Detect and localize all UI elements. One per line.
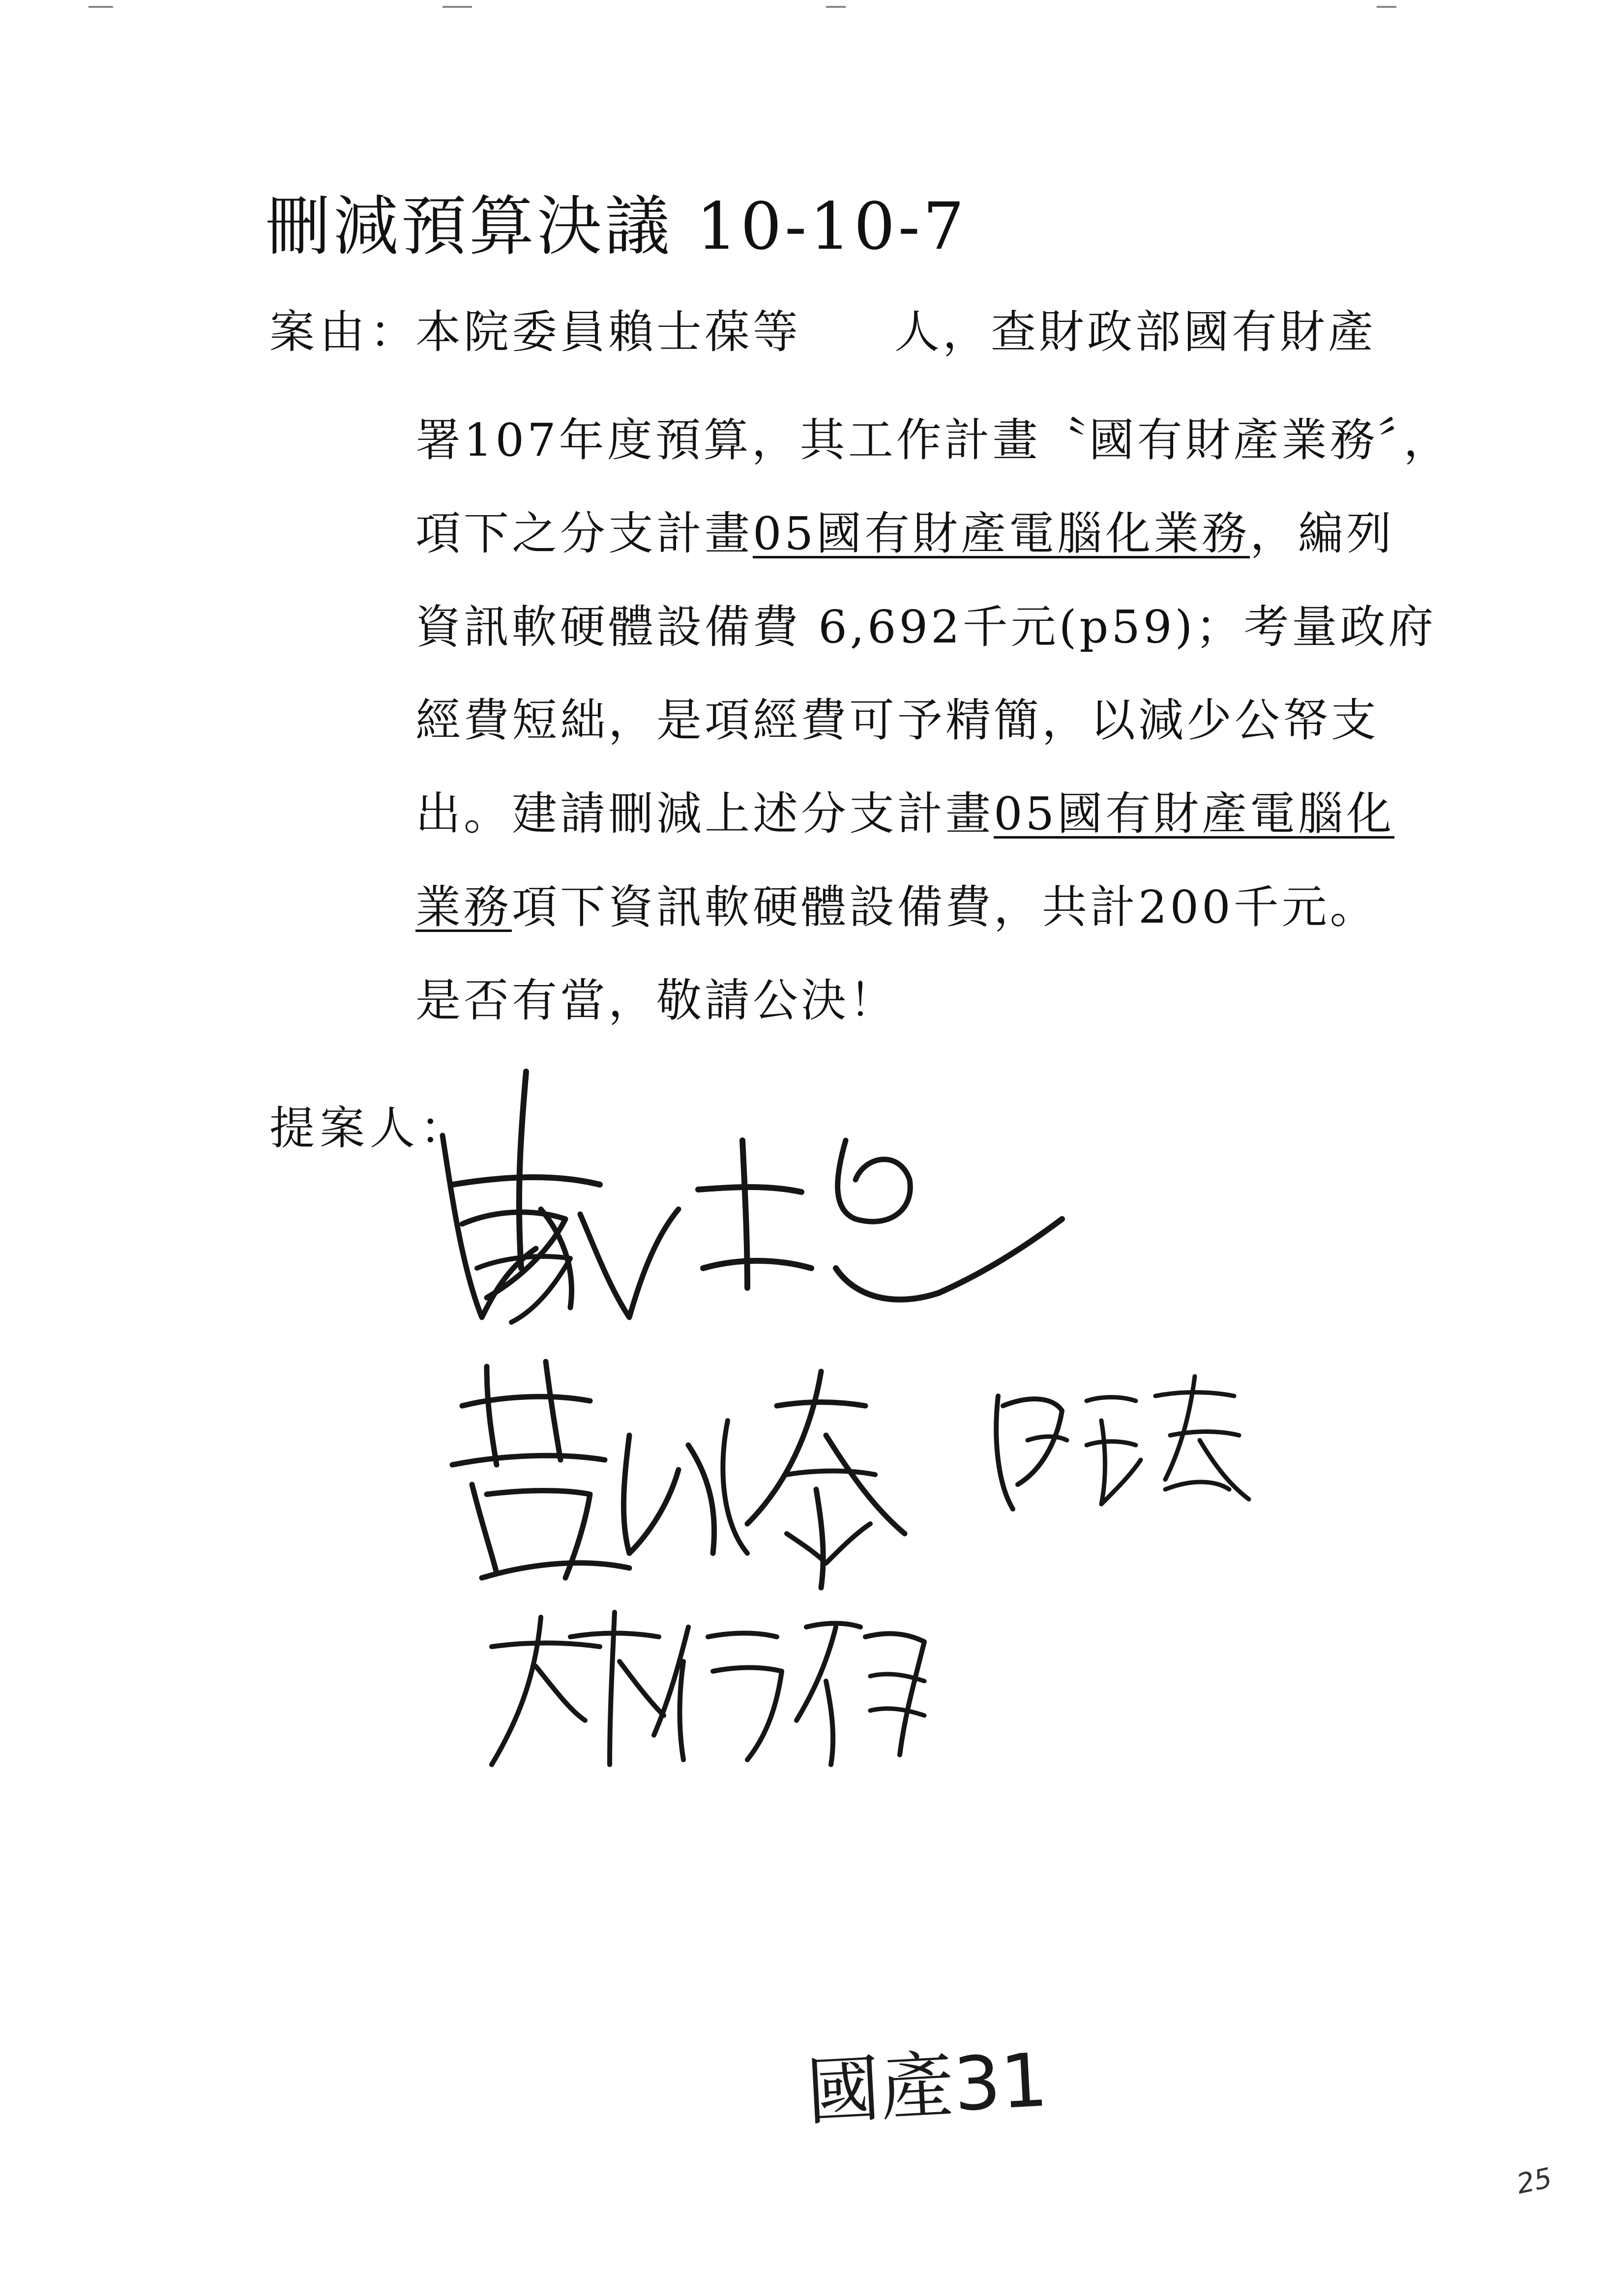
underlined-text: 業務 [415,881,512,933]
reason-line [415,974,898,1027]
line-text: 本院委員賴士葆等 [415,306,801,358]
signature-lai-shih-bao [423,1062,1072,1337]
line-text: 資訊軟硬體設備費 6,692千元(p59)；考量政府 [415,601,1437,653]
signature-lu-yu-ling [983,1366,1259,1524]
reason-line [415,694,1380,747]
signature-lin-de-fu [482,1607,934,1774]
line-text: 人，查財政部國有財產 [894,306,1377,358]
line-text: ，編列 [1250,507,1395,560]
underlined-text: 05國有財產電腦化 [994,787,1395,840]
scan-mark [443,6,472,8]
document-title: 刪減預算決議 10-10-7 [266,189,968,264]
reason-line [415,601,1437,653]
reason-line [415,787,1395,840]
scan-mark [826,6,846,8]
line-text: 項下資訊軟硬體設備費，共計200千元。 [512,881,1378,933]
reason-line [415,507,1395,560]
reason-label: 案由： [269,306,420,358]
reason-line [415,881,1378,933]
reason-line [415,306,1377,358]
line-text: 出。建請刪減上述分支計畫 [415,787,994,840]
underlined-text: 05國有財產電腦化業務 [753,507,1250,560]
signature-fei-hong-tai [443,1347,934,1602]
handwritten-stamp: 國產31 [804,2037,1050,2136]
page-number: 25 [1514,2162,1555,2201]
reason-line [415,414,1452,466]
proposer-label: 提案人： [269,1102,471,1155]
line-text: 署107年度預算，其工作計畫〝國有財產業務〞， [415,414,1452,466]
line-text: 是否有當，敬請公決！ [415,974,898,1027]
scan-mark [1377,6,1396,8]
line-text: 項下之分支計畫 [415,507,753,560]
line-text: 經費短絀，是項經費可予精簡，以減少公帑支 [415,694,1380,747]
scan-mark [89,6,113,8]
